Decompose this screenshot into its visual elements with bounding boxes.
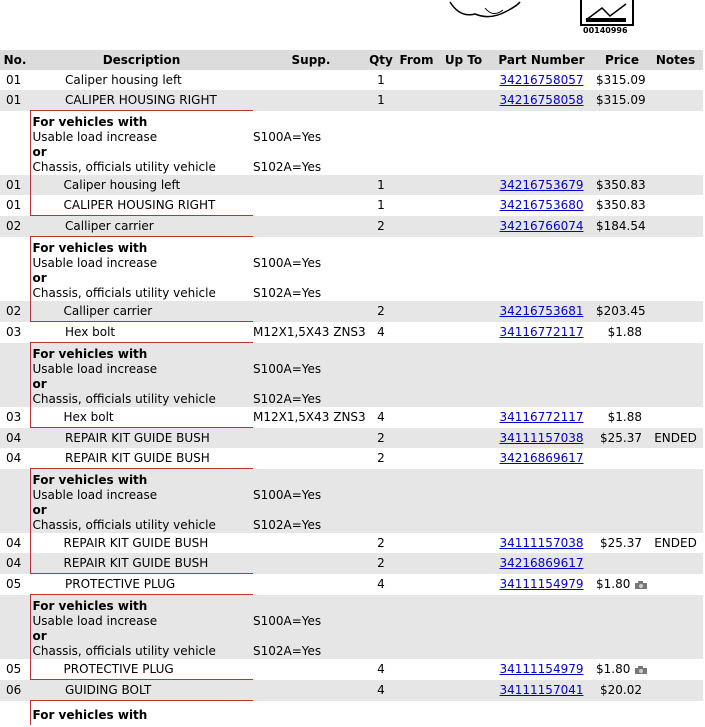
camera-icon[interactable] [634,666,648,674]
table-row [0,70,703,90]
row-description: Caliper housing left [30,175,253,195]
part-diagram-image[interactable] [445,0,525,22]
part-number-link[interactable]: 34111157038 [499,430,584,445]
condition-row [0,111,703,176]
part-number-link[interactable]: 34116772117 [499,410,584,425]
part-number-link[interactable]: 34216753681 [499,304,584,319]
table-row [0,301,703,322]
condition-text: For vehicles with Usable load increase or Chassis, officials utility vehicle [32,347,216,406]
row-qty: 2 [369,216,393,237]
row-no: 04 [0,448,30,469]
row-description: Calliper carrier [30,216,253,237]
part-number-link[interactable]: 34216758057 [499,73,584,87]
col-header-qty: Qty [369,50,393,70]
row-description: CALIPER HOUSING RIGHT [30,195,253,216]
row-notes [648,301,703,322]
part-number-link[interactable]: 34216753680 [499,198,584,213]
table-row [0,195,703,216]
row-notes [648,680,703,701]
row-qty: 2 [369,301,393,322]
diagram-id: 00140996 [583,26,628,35]
row-description: REPAIR KIT GUIDE BUSH [30,533,253,553]
row-no: 06 [0,680,30,701]
row-notes [648,574,703,595]
row-description: PROTECTIVE PLUG [30,659,253,680]
row-description: Hex bolt [30,322,253,343]
row-qty: 4 [369,574,393,595]
diagram-thumbnail[interactable] [580,0,634,26]
row-no: 05 [0,659,30,680]
row-no: 04 [0,533,30,553]
table-row [0,448,703,469]
row-no: 01 [0,90,30,111]
row-notes [648,322,703,343]
row-price: $25.37 [596,428,648,449]
row-price [596,553,648,574]
condition-text: For vehicles with Usable load increase or Chassis, officials utility vehicle [32,241,216,300]
row-no: 04 [0,428,30,449]
part-number-link[interactable]: 34216766074 [499,219,584,233]
row-supp [253,301,369,322]
row-price: $350.83 [596,175,648,195]
row-notes [648,90,703,111]
table-row [0,659,703,680]
row-price: $315.09 [596,70,648,90]
row-description: REPAIR KIT GUIDE BUSH [30,553,253,574]
col-header-description: Description [30,50,253,70]
row-supp [253,553,369,574]
table-row [0,216,703,237]
row-supp [253,175,369,195]
row-description: Caliper housing left [30,70,253,90]
table-row [0,407,703,428]
header-diagram-area [0,0,705,50]
row-supp [253,428,369,449]
row-price: $315.09 [596,90,648,111]
condition-row [0,469,703,534]
parts-table [0,50,703,725]
row-qty: 2 [369,428,393,449]
table-row [0,90,703,111]
row-qty: 1 [369,195,393,216]
row-price: $203.45 [596,301,648,322]
part-number-link[interactable]: 34111154979 [499,577,584,591]
thumbnail-icon [582,0,632,24]
row-qty: 2 [369,533,393,553]
condition-supp: S100A=Yes S102A=Yes [253,361,322,406]
row-notes [648,659,703,680]
row-no: 03 [0,407,30,428]
camera-icon[interactable] [634,581,648,589]
row-no: 04 [0,553,30,574]
condition-supp: S100A=Yes S102A=Yes [253,129,322,174]
row-supp [253,533,369,553]
row-supp [253,216,369,237]
row-notes: ENDED [648,533,703,553]
row-price: $350.83 [596,195,648,216]
condition-text: For vehicles with [32,707,148,722]
table-row [0,574,703,595]
row-qty: 2 [369,553,393,574]
col-header-from: From [393,50,440,70]
part-number-link[interactable]: 34111154979 [499,662,584,677]
row-supp [253,680,369,701]
condition-text: For vehicles with Usable load increase or Chassis, officials utility vehicle [32,599,216,658]
row-no: 01 [0,195,30,216]
row-qty: 2 [369,448,393,469]
row-price: $1.80 [596,662,631,677]
row-supp [253,574,369,595]
col-header-supp: Supp. [253,50,369,70]
condition-text: For vehicles with Usable load increase or Chassis, officials utility vehicle [32,473,216,532]
condition-row [0,701,703,726]
part-number-link[interactable]: 34116772117 [499,325,584,339]
table-row [0,553,703,574]
condition-supp: S100A=Yes S102A=Yes [253,613,322,658]
row-notes [648,553,703,574]
row-supp: M12X1,5X43 ZNS3 [253,322,369,343]
row-qty: 1 [369,90,393,111]
row-description: REPAIR KIT GUIDE BUSH [30,448,253,469]
row-price: $184.54 [596,216,648,237]
row-no: 01 [0,175,30,195]
condition-supp: S100A=Yes S102A=Yes [253,255,322,300]
condition-text: For vehicles with Usable load increase or Chassis, officials utility vehicle [32,115,216,174]
table-header-row [0,50,703,70]
row-no: 03 [0,322,30,343]
row-notes [648,407,703,428]
table-row [0,533,703,553]
table-row [0,175,703,195]
row-supp [253,448,369,469]
row-notes: ENDED [648,428,703,449]
row-qty: 1 [369,175,393,195]
col-header-upto: Up To [440,50,487,70]
table-row [0,428,703,449]
row-price: $1.88 [596,407,648,428]
row-qty: 4 [369,659,393,680]
table-row [0,680,703,701]
row-supp [253,195,369,216]
row-no: 01 [0,70,30,90]
row-no: 05 [0,574,30,595]
row-supp [253,90,369,111]
row-supp [253,70,369,90]
col-header-part-number: Part Number [487,50,596,70]
part-number-link[interactable]: 34111157041 [499,683,584,697]
row-description: PROTECTIVE PLUG [30,574,253,595]
row-description: Hex bolt [30,407,253,428]
row-no: 02 [0,301,30,322]
table-row [0,322,703,343]
part-number-link[interactable]: 34216869617 [499,556,584,571]
col-header-price: Price [596,50,648,70]
row-qty: 4 [369,322,393,343]
part-number-link[interactable]: 34216753679 [499,178,584,192]
row-notes [648,448,703,469]
row-supp: M12X1,5X43 ZNS3 [253,407,369,428]
row-description: Calliper carrier [30,301,253,322]
row-price: $20.02 [596,680,648,701]
row-notes [648,70,703,90]
row-notes [648,195,703,216]
condition-row [0,595,703,660]
row-price: $1.88 [596,322,648,343]
row-no: 02 [0,216,30,237]
col-header-notes: Notes [648,50,703,70]
condition-supp: S100A=Yes S102A=Yes [253,487,322,532]
part-number-link[interactable]: 34216758058 [499,93,584,108]
row-qty: 4 [369,680,393,701]
row-price: $25.37 [596,533,648,553]
col-header-no: No. [0,50,30,70]
row-description: REPAIR KIT GUIDE BUSH [30,428,253,449]
part-number-link[interactable]: 34216869617 [499,451,584,466]
condition-row [0,343,703,408]
row-price-cell [596,659,648,680]
row-description: GUIDING BOLT [30,680,253,701]
row-qty: 4 [369,407,393,428]
row-price [596,448,648,469]
condition-row [0,237,703,302]
row-notes [648,216,703,237]
row-price-cell [596,574,648,595]
row-qty: 1 [369,70,393,90]
row-notes [648,175,703,195]
row-description: CALIPER HOUSING RIGHT [30,90,253,111]
row-supp [253,659,369,680]
part-number-link[interactable]: 34111157038 [499,536,584,550]
row-price: $1.80 [596,577,631,591]
